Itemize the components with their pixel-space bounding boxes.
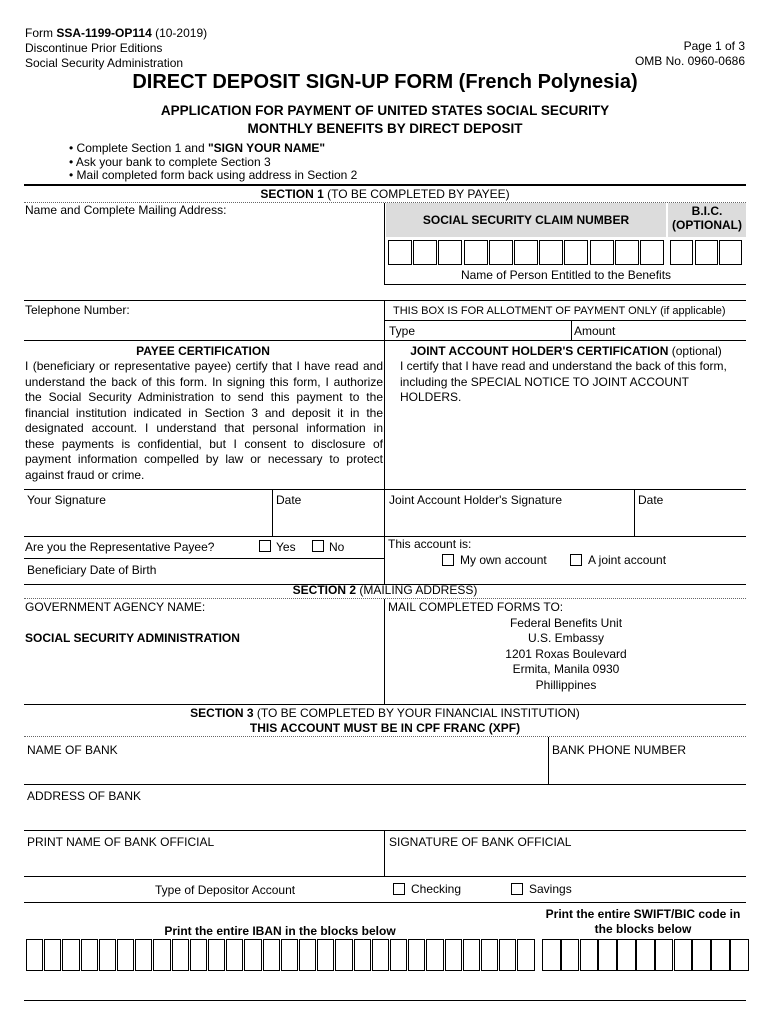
mail-address-line-4: Ermita, Manila 0930 — [512, 662, 620, 676]
section-1-top-rule — [24, 184, 746, 186]
iban-box-17[interactable] — [317, 939, 334, 971]
section-1-divider-bottom — [384, 489, 385, 585]
rep-payee-rule — [24, 558, 384, 559]
iban-box-20[interactable] — [372, 939, 389, 971]
bank-phone-label: BANK PHONE NUMBER — [552, 743, 687, 757]
section-1-heading: SECTION 1 (TO BE COMPLETED BY PAYEE) — [260, 187, 510, 201]
discontinue-note: Discontinue Prior Editions — [25, 41, 163, 55]
section-2-divider — [384, 599, 385, 705]
date-field[interactable] — [274, 507, 382, 535]
joint-signature-field[interactable] — [386, 507, 632, 535]
joint-account-checkbox[interactable] — [570, 554, 582, 566]
dob-label: Beneficiary Date of Birth — [27, 563, 157, 577]
swift-box-10[interactable] — [711, 939, 730, 971]
bank-address-label: ADDRESS OF BANK — [27, 789, 142, 803]
claim-number-box-1[interactable] — [388, 240, 412, 265]
bic-box-1[interactable] — [670, 240, 693, 265]
iban-box-22[interactable] — [408, 939, 425, 971]
swift-box-7[interactable] — [655, 939, 674, 971]
swift-box-2[interactable] — [561, 939, 580, 971]
omb-number: OMB No. 0960-0686 — [634, 54, 745, 68]
claim-number-box-2[interactable] — [413, 240, 437, 265]
section-1-divider-mid — [384, 300, 385, 490]
claim-number-box-9[interactable] — [590, 240, 614, 265]
payee-cert-title: PAYEE CERTIFICATION — [136, 344, 270, 358]
iban-box-12[interactable] — [226, 939, 243, 971]
name-address-label: Name and Complete Mailing Address: — [25, 203, 227, 217]
iban-box-7[interactable] — [135, 939, 152, 971]
subtitle-line-2: MONTHLY BENEFITS BY DIRECT DEPOSIT — [247, 121, 523, 136]
your-signature-label: Your Signature — [27, 493, 106, 507]
iban-box-14[interactable] — [263, 939, 280, 971]
person-entitled-label: Name of Person Entitled to the Benefits — [460, 268, 672, 282]
bank-address-field[interactable] — [24, 804, 744, 828]
certification-top-rule — [24, 340, 746, 341]
official-name-field[interactable] — [24, 850, 382, 874]
signature-top-rule — [24, 489, 746, 490]
claim-number-box-8[interactable] — [564, 240, 588, 265]
claim-number-box-4[interactable] — [464, 240, 488, 265]
agency-name-value: SOCIAL SECURITY ADMINISTRATION — [25, 631, 240, 645]
savings-label: Savings — [529, 882, 572, 896]
page-title: DIRECT DEPOSIT SIGN-UP FORM (French Polynesia) — [132, 71, 638, 93]
allotment-label: THIS BOX IS FOR ALLOTMENT OF PAYMENT ONLY (if applicable) — [393, 305, 726, 317]
section-3-heading: SECTION 3 (TO BE COMPLETED BY YOUR FINANCIAL INSTITUTION) — [190, 706, 580, 720]
joint-date-field[interactable] — [636, 507, 744, 535]
iban-box-18[interactable] — [335, 939, 352, 971]
bank-official-top-rule — [24, 830, 746, 831]
swift-box-6[interactable] — [636, 939, 655, 971]
telephone-top-rule — [24, 300, 746, 301]
iban-box-4[interactable] — [81, 939, 98, 971]
joint-cert-title: JOINT ACCOUNT HOLDER'S CERTIFICATION (optional) — [410, 344, 722, 358]
form-number-line: Form SSA-1199-OP114 (10-2019) — [25, 26, 208, 40]
claim-number-box-3[interactable] — [438, 240, 462, 265]
iban-box-6[interactable] — [117, 939, 134, 971]
joint-account-label: A joint account — [588, 553, 667, 567]
person-entitled-rule — [384, 284, 746, 285]
name-address-field[interactable] — [24, 218, 382, 300]
iban-box-5[interactable] — [99, 939, 116, 971]
telephone-field[interactable] — [140, 302, 380, 320]
official-divider — [384, 830, 385, 876]
mail-address-line-2: U.S. Embassy — [527, 631, 605, 645]
mail-to-label: MAIL COMPLETED FORMS TO: — [388, 600, 564, 614]
rep-payee-yes-checkbox[interactable] — [259, 540, 271, 552]
instruction-3: • Mail completed form back using address in Section 2 — [69, 168, 358, 182]
swift-instruction-2: the blocks below — [594, 922, 692, 936]
claim-number-box-5[interactable] — [489, 240, 513, 265]
iban-box-9[interactable] — [172, 939, 189, 971]
joint-date-label: Date — [638, 493, 664, 507]
page-number: Page 1 of 3 — [683, 39, 745, 53]
bank-phone-field[interactable] — [550, 758, 744, 782]
agency-name: Social Security Administration — [25, 56, 184, 70]
official-signature-label: SIGNATURE OF BANK OFFICIAL — [389, 835, 572, 849]
section-3-top-rule — [24, 704, 746, 705]
bank-phone-divider — [548, 737, 549, 784]
iban-box-2[interactable] — [44, 939, 61, 971]
swift-boxes[interactable] — [542, 939, 749, 971]
claim-number-box-6[interactable] — [514, 240, 538, 265]
instruction-1: • Complete Section 1 and "SIGN YOUR NAME" — [69, 141, 326, 155]
depositor-bottom-rule — [24, 902, 746, 903]
depositor-top-rule — [24, 876, 746, 877]
currency-note: THIS ACCOUNT MUST BE IN CPF FRANC (XPF) — [249, 721, 521, 735]
type-amount-divider — [571, 320, 572, 340]
swift-box-1[interactable] — [542, 939, 561, 971]
agency-name-label: GOVERNMENT AGENCY NAME: — [25, 600, 206, 614]
bank-name-label: NAME OF BANK — [27, 743, 118, 757]
iban-box-11[interactable] — [208, 939, 225, 971]
rep-payee-no-checkbox[interactable] — [312, 540, 324, 552]
iban-box-27[interactable] — [499, 939, 516, 971]
section-1-divider-top — [384, 203, 385, 284]
iban-box-23[interactable] — [426, 939, 443, 971]
claim-number-box-10[interactable] — [615, 240, 639, 265]
section-3-heading-rule — [24, 736, 746, 737]
iban-box-26[interactable] — [481, 939, 498, 971]
section-2-heading: SECTION 2 (MAILING ADDRESS) — [292, 583, 478, 597]
section-2-heading-rule — [24, 598, 746, 599]
iban-box-28[interactable] — [517, 939, 534, 971]
claim-number-box-7[interactable] — [539, 240, 563, 265]
depositor-type-label: Type of Depositor Account — [155, 883, 296, 897]
checking-label: Checking — [411, 882, 462, 896]
claim-number-box-11[interactable] — [640, 240, 664, 265]
dob-field[interactable] — [180, 560, 380, 582]
own-account-label: My own account — [460, 553, 547, 567]
signature-bottom-rule — [24, 536, 746, 537]
swift-box-3[interactable] — [580, 939, 599, 971]
swift-box-5[interactable] — [617, 939, 636, 971]
savings-checkbox[interactable] — [511, 883, 523, 895]
iban-box-21[interactable] — [390, 939, 407, 971]
bic-box-3[interactable] — [719, 240, 742, 265]
payee-cert-text: I (beneficiary or representative payee) certify that I have read and understand the back of this form. In signing this form, I authorize the Social Security Administration to send this payment to the financial institution indicated in Section 3 and deposit it in the designated account. I understand that personal information in these payments is confidential, but I consent to disclosure of payment information compelled by law or necessary to protect against fraud or crime. — [25, 359, 383, 482]
bic-boxes[interactable] — [670, 240, 742, 265]
mail-address-line-5: Phillippines — [535, 678, 597, 692]
amount-label: Amount — [574, 324, 616, 338]
swift-box-9[interactable] — [692, 939, 711, 971]
joint-cert-text: I certify that I have read and understand the back of this form, including the SPECIAL NOTICE TO JOINT ACCOUNT HOLDERS. — [400, 359, 727, 404]
mail-address-line-1: Federal Benefits Unit — [509, 616, 623, 630]
iban-boxes[interactable] — [26, 939, 535, 971]
iban-instruction: Print the entire IBAN in the blocks below — [164, 924, 396, 938]
iban-box-1[interactable] — [26, 939, 43, 971]
page-bottom-rule — [24, 1000, 746, 1001]
iban-box-8[interactable] — [153, 939, 170, 971]
date-label: Date — [276, 493, 302, 507]
iban-box-13[interactable] — [244, 939, 261, 971]
instruction-2: • Ask your bank to complete Section 3 — [69, 155, 271, 169]
iban-box-15[interactable] — [281, 939, 298, 971]
own-account-checkbox[interactable] — [442, 554, 454, 566]
claim-number-boxes[interactable] — [388, 240, 664, 265]
joint-date-divider — [634, 489, 635, 536]
swift-box-8[interactable] — [674, 939, 693, 971]
rep-payee-yes-label: Yes — [276, 540, 296, 554]
swift-box-4[interactable] — [598, 939, 617, 971]
swift-instruction-1: Print the entire SWIFT/BIC code in — [545, 907, 741, 921]
joint-signature-label: Joint Account Holder's Signature — [389, 493, 563, 507]
iban-box-25[interactable] — [463, 939, 480, 971]
bic-box-2[interactable] — [695, 240, 718, 265]
iban-box-24[interactable] — [445, 939, 462, 971]
official-name-label: PRINT NAME OF BANK OFFICIAL — [27, 835, 215, 849]
iban-box-16[interactable] — [299, 939, 316, 971]
rep-payee-question: Are you the Representative Payee? — [25, 540, 215, 554]
iban-box-3[interactable] — [62, 939, 79, 971]
bank-name-field[interactable] — [24, 758, 544, 782]
your-signature-field[interactable] — [24, 507, 270, 535]
bank-address-top-rule — [24, 784, 746, 785]
mail-address-line-3: 1201 Roxas Boulevard — [505, 647, 627, 661]
iban-box-19[interactable] — [354, 939, 371, 971]
checking-checkbox[interactable] — [393, 883, 405, 895]
rep-payee-no-label: No — [329, 540, 345, 554]
telephone-label: Telephone Number: — [25, 303, 130, 317]
type-label: Type — [389, 324, 416, 338]
bic-label-2: (OPTIONAL) — [672, 218, 742, 232]
allotment-rule — [384, 320, 746, 321]
bic-label-1: B.I.C. — [691, 204, 723, 218]
signature-date-divider — [272, 489, 273, 536]
claim-number-label: SOCIAL SECURITY CLAIM NUMBER — [422, 213, 630, 227]
account-is-label: This account is: — [388, 537, 472, 551]
iban-box-10[interactable] — [190, 939, 207, 971]
official-signature-field[interactable] — [386, 850, 744, 874]
swift-box-11[interactable] — [730, 939, 749, 971]
subtitle-line-1: APPLICATION FOR PAYMENT OF UNITED STATES SOCIAL SECURITY — [160, 103, 610, 118]
